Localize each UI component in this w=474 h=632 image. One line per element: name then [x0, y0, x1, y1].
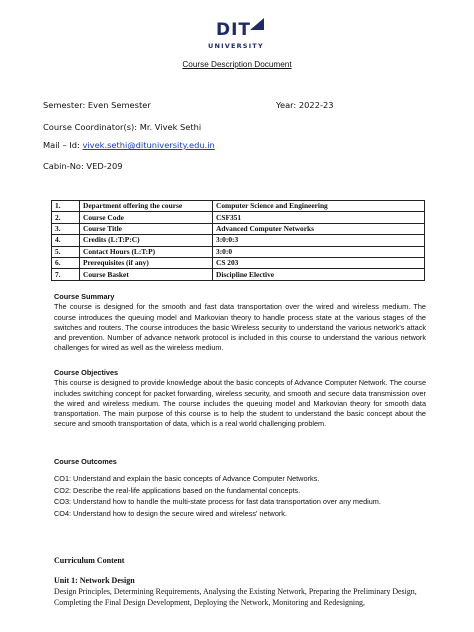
outcomes-heading: Course Outcomes — [54, 457, 117, 466]
course-objectives-section — [54, 368, 426, 430]
logo-name: DIT — [216, 20, 252, 40]
row-number: 4. — [52, 235, 80, 246]
cabin-text: Cabin-No: VED-209 — [43, 161, 123, 171]
row-number: 7. — [52, 269, 80, 280]
row-number: 2. — [52, 212, 80, 223]
info-table-row — [52, 246, 425, 257]
row-value: CS 203 — [213, 257, 425, 268]
curriculum-heading: Curriculum Content — [54, 556, 125, 565]
year-text: Year: 2022-23 — [276, 100, 334, 110]
row-value: Computer Science and Engineering — [213, 201, 425, 212]
row-number: 3. — [52, 223, 80, 234]
row-field: Contact Hours (L:T:P) — [80, 246, 213, 257]
course-summary-section — [54, 292, 426, 354]
row-number: 5. — [52, 246, 80, 257]
row-number: 1. — [52, 201, 80, 212]
row-field: Course Basket — [80, 269, 213, 280]
info-table-row — [52, 201, 425, 212]
logo-mark-icon — [250, 18, 264, 30]
document-title: Course Description Document — [182, 60, 292, 69]
info-table-row — [52, 269, 425, 280]
info-table-row — [52, 212, 425, 223]
outcome-item: CO4: Understand how to design the secure wired and wireless' network. — [54, 509, 287, 519]
unit1-heading: Unit 1: Network Design — [54, 576, 135, 585]
row-field: Department offering the course — [80, 201, 213, 212]
outcome-item: CO3: Understand how to handle the multi-state process for fast data transportation over any medium. — [54, 497, 381, 507]
info-table-row — [52, 223, 425, 234]
row-value: Discipline Elective — [213, 269, 425, 280]
objectives-heading: Course Objectives — [54, 368, 119, 377]
summary-heading: Course Summary — [54, 292, 115, 301]
row-field: Course Code — [80, 212, 213, 223]
summary-text: The course is designed for the smooth and fast data transportation over the wired and wireless medium. The course introduces the queuing model and Markovian theory to handle process state at the various stages of the switches and routers. The course introduces the basic Wireless security to understand the various network's attack and prevention. Number of advance network protocol is included in this course to understand the various network challenges for wired as well as the wireless medium. — [54, 302, 426, 353]
row-value: CSF351 — [213, 212, 425, 223]
objectives-text: This course is designed to provide knowledge about the basic concepts of Advance Computer Network. The course includes switching concept for packet forwarding, wireless security, and smooth and secure data transmission over the wired and wireless medium. The course includes the queuing model and Markovian theory for smooth data transportation. The main purpose of this course is to help the student to understand the basic concept about the secure and smooth transportation of data, which is a real world challenging problem. — [54, 378, 426, 429]
row-field: Course Title — [80, 223, 213, 234]
course-info-table — [51, 200, 425, 281]
row-field: Credits (L:T:P:C) — [80, 235, 213, 246]
row-value: 3:0:0 — [213, 246, 425, 257]
row-value: 3:0:0:3 — [213, 235, 425, 246]
semester-text: Semester: Even Semester — [43, 100, 151, 110]
mail-line — [43, 140, 215, 150]
coordinator-text: Course Coordinator(s): Mr. Vivek Sethi — [43, 122, 202, 132]
info-table-row — [52, 257, 425, 268]
outcome-item: CO2: Describe the real-life applications based on the fundamental concepts. — [54, 485, 301, 495]
row-value: Advanced Computer Networks — [213, 223, 425, 234]
row-number: 6. — [52, 257, 80, 268]
course-outcomes-section — [54, 457, 426, 521]
mail-link[interactable]: vivek.sethi@dituniversity.edu.in — [82, 140, 215, 150]
row-field: Prerequisites (if any) — [80, 257, 213, 268]
info-table-row — [52, 235, 425, 246]
mail-label: Mail – Id: — [43, 140, 83, 150]
logo-subtitle: UNIVERSITY — [208, 42, 264, 50]
unit1-text: Design Principles, Determining Requirements, Analysing the Existing Network, Preparing the Preliminary Design, Completing the Final Design Development, Deploying the Network, Monitoring and Redesigning, — [54, 587, 417, 607]
outcome-item: CO1: Understand and explain the basic concepts of Advance Computer Networks. — [54, 474, 320, 484]
